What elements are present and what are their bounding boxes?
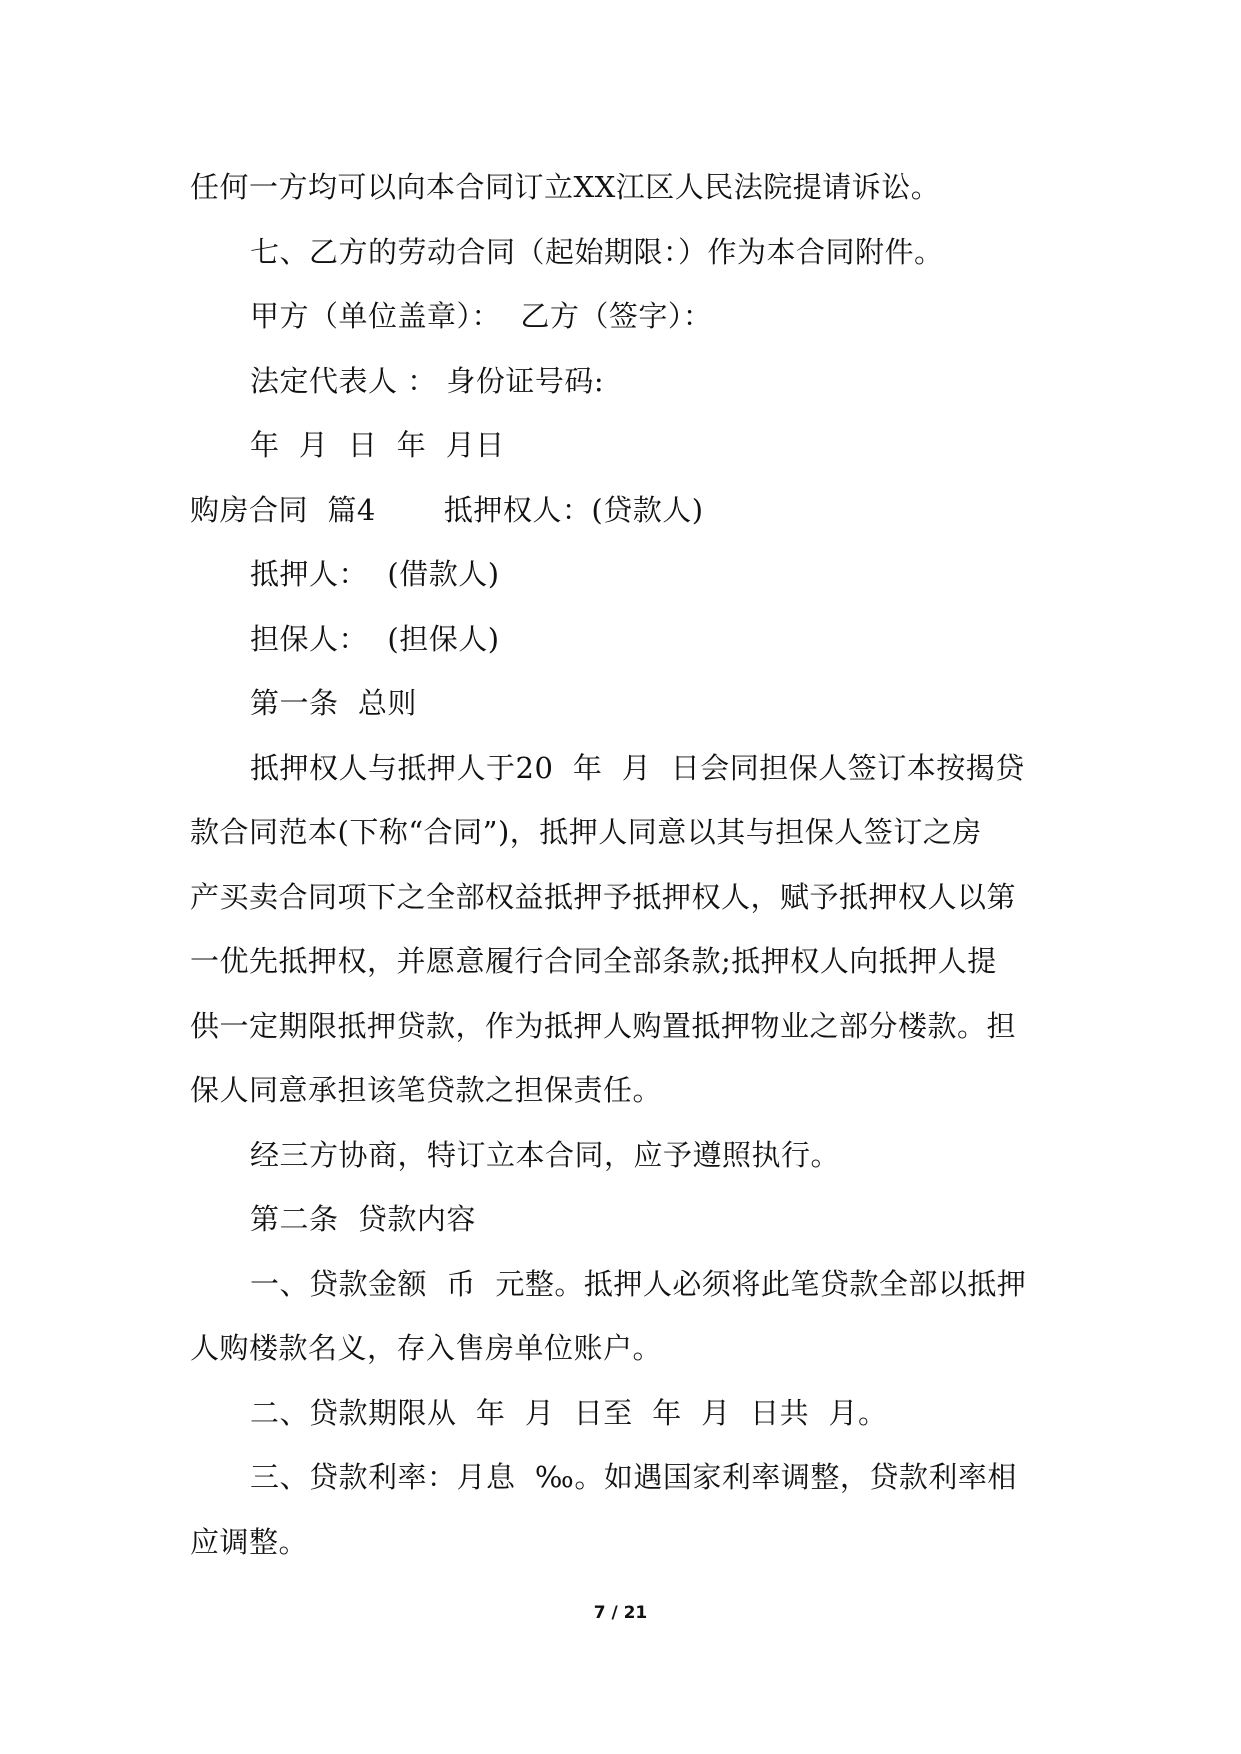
text-line: 三、贷款利率：月息 ‰。如遇国家利率调整，贷款利率相 <box>250 1460 1017 1494</box>
text-line: 一优先抵押权，并愿意履行合同全部条款;抵押权人向抵押人提 <box>190 944 997 978</box>
text-line: 一、贷款金额 币 元整。抵押人必须将此笔贷款全部以抵押 <box>250 1266 1027 1301</box>
text-line: 抵押人： (借款人) <box>250 557 500 591</box>
text-line: 担保人： (担保人) <box>250 621 500 656</box>
text-line: 经三方协商，特订立本合同，应予遵照执行。 <box>250 1137 841 1172</box>
article-heading: 第一条 总则 <box>250 686 417 720</box>
article-heading: 第二条 贷款内容 <box>250 1202 476 1236</box>
text-line: 产买卖合同项下之全部权益抵押予抵押权人，赋予抵押权人以第 <box>190 879 1017 914</box>
text-line: 法定代表人 ： 身份证号码: <box>250 363 605 398</box>
text-line: 七、乙方的劳动合同（起始期限：）作为本合同附件。 <box>250 234 944 269</box>
section-heading: 购房合同 篇4 抵押权人：(贷款人) <box>190 492 704 527</box>
text-line: 抵押权人与抵押人于20 年 月 日会同担保人签订本按揭贷 <box>250 750 1025 785</box>
text-line: 任何一方均可以向本合同订立XX江区人民法院提请诉讼。 <box>190 170 941 204</box>
text-line: 二、贷款期限从 年 月 日至 年 月 日共 月。 <box>250 1395 888 1430</box>
text-line: 供一定期限抵押贷款，作为抵押人购置抵押物业之部分楼款。担 <box>190 1008 1017 1043</box>
document-body <box>190 155 1056 1574</box>
page-number: 7 / 21 <box>593 1603 648 1623</box>
text-line: 年 月 日 年 月日 <box>250 428 505 462</box>
text-line: 应调整。 <box>190 1524 309 1559</box>
text-line: 甲方（单位盖章）： 乙方（签字）： <box>250 299 713 333</box>
text-line: 款合同范本(下称“合同”)，抵押人同意以其与担保人签订之房 <box>190 815 982 849</box>
text-line: 保人同意承担该笔贷款之担保责任。 <box>190 1073 663 1107</box>
text-line: 人购楼款名义，存入售房单位账户。 <box>190 1331 663 1365</box>
